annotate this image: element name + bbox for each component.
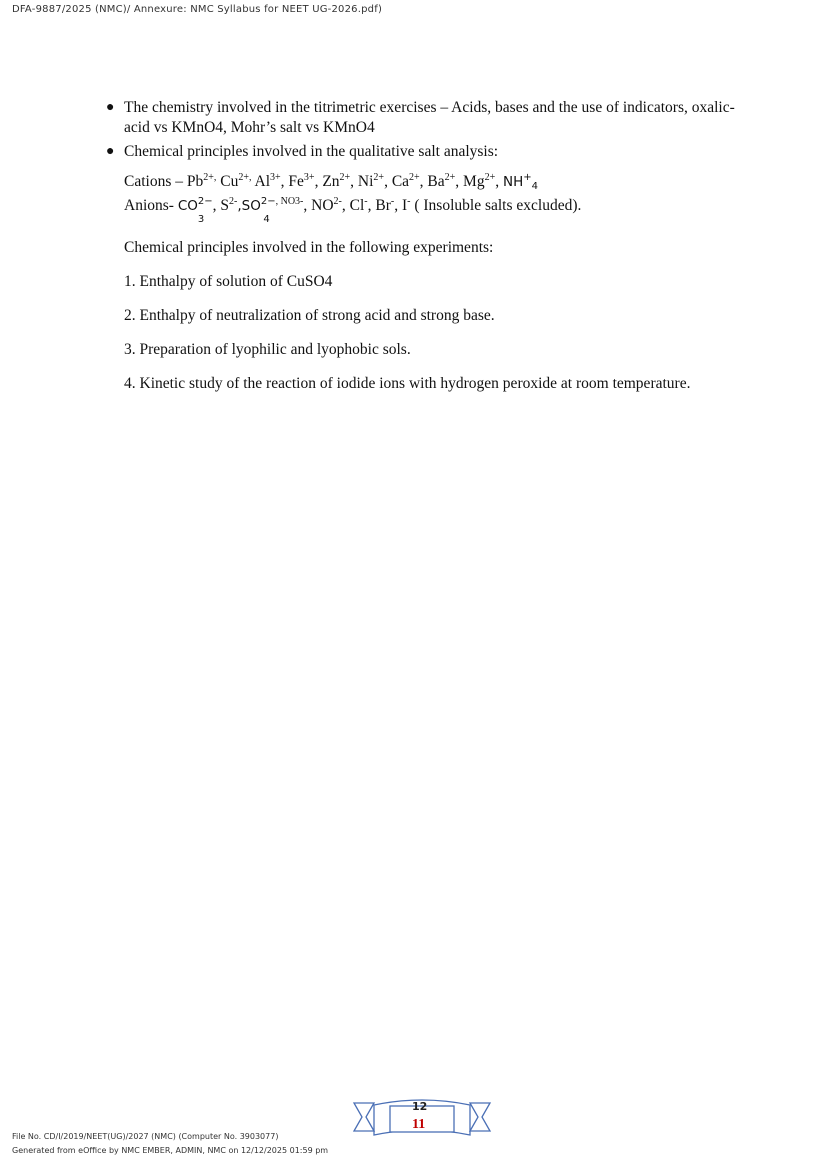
ion: , $Ca^{2+}$: [384, 172, 420, 190]
ion: , $Fe^{3+}$: [280, 172, 315, 190]
ion-co3: $CO^{2-}$ 3: [177, 196, 213, 225]
ion: $Cu^{2+,}$: [216, 172, 252, 190]
ion-no3: , NO3-: [275, 196, 304, 207]
anions-line: [104, 196, 784, 225]
cations-line: Cations – $Pb^{2+,}$ $Cu^{2+,}$ $Al^{3+}$, $Fe^{3+}$, $Zn^{2+}$, $Ni^{2+}$, $Ca^{2+}$, $Ba^{2+}$, $Mg^{2+}$, $NH^+_4$: [124, 172, 538, 192]
ion: , $S^{2-}$: [212, 196, 238, 214]
file-number: File No. CD/I/2019/NEET(UG)/2027 (NMC) (Computer No. 3903077): [12, 1132, 279, 1141]
ion-nh4: $NH^+_4$: [502, 172, 538, 192]
ion: , I-: [394, 196, 411, 214]
bullet-titrimetric: [104, 98, 784, 138]
bullet-icon: ●: [106, 100, 115, 115]
ion: $Al^{3+}$: [251, 172, 281, 190]
ion-so4: $,SO^{2-}$ 4: [237, 196, 276, 225]
generated-note: Generated from eOffice by NMC EMBER, ADMIN, NMC on 12/12/2025 01:59 pm: [12, 1146, 329, 1155]
bullet-text: The chemistry involved in the titrimetric exercises – Acids, bases and the use of indicators, oxalic-: [124, 99, 735, 116]
bullet-icon: ●: [106, 144, 115, 159]
anions-label: Anions-: [124, 197, 178, 214]
experiment-item: 4. Kinetic study of the reaction of iodide ions with hydrogen peroxide at room temperature.: [124, 375, 691, 392]
page-number-top: 12: [412, 1100, 428, 1113]
bullet-qualitative: [104, 142, 784, 162]
experiment-item: 1. Enthalpy of solution of CuSO4: [124, 273, 333, 290]
bullet-text: Chemical principles involved in the qualitative salt analysis:: [124, 143, 499, 160]
experiment-item: 2. Enthalpy of neutralization of strong acid and strong base.: [124, 307, 495, 324]
ion: , $Ba^{2+}$: [419, 172, 456, 190]
ion: , $Zn^{2+}$: [314, 172, 351, 190]
ion: , Br-: [367, 196, 395, 214]
ion: , $Mg^{2+}$: [455, 172, 496, 190]
experiments-title: Chemical principles involved in the following experiments:: [124, 239, 494, 256]
page-number-bottom: 11: [412, 1117, 426, 1132]
ion: , $NO^{2-}$: [303, 196, 342, 214]
ion: $Pb^{2+,}$: [186, 172, 217, 190]
page-content: [104, 98, 784, 394]
anions-note: ( Insoluble salts excluded).: [410, 197, 582, 214]
ion: , $Ni^{2+}$: [350, 172, 385, 190]
bullet-text: acid vs KMnO4, Mohr’s salt vs KMnO4: [124, 119, 375, 136]
ion: , Cl-: [341, 196, 368, 214]
experiment-item: 3. Preparation of lyophilic and lyophobic sols.: [124, 341, 411, 358]
document-header: DFA-9887/2025 (NMC)/ Annexure: NMC Syllabus for NEET UG-2026.pdf): [12, 4, 383, 15]
cations-label: Cations –: [124, 173, 187, 190]
